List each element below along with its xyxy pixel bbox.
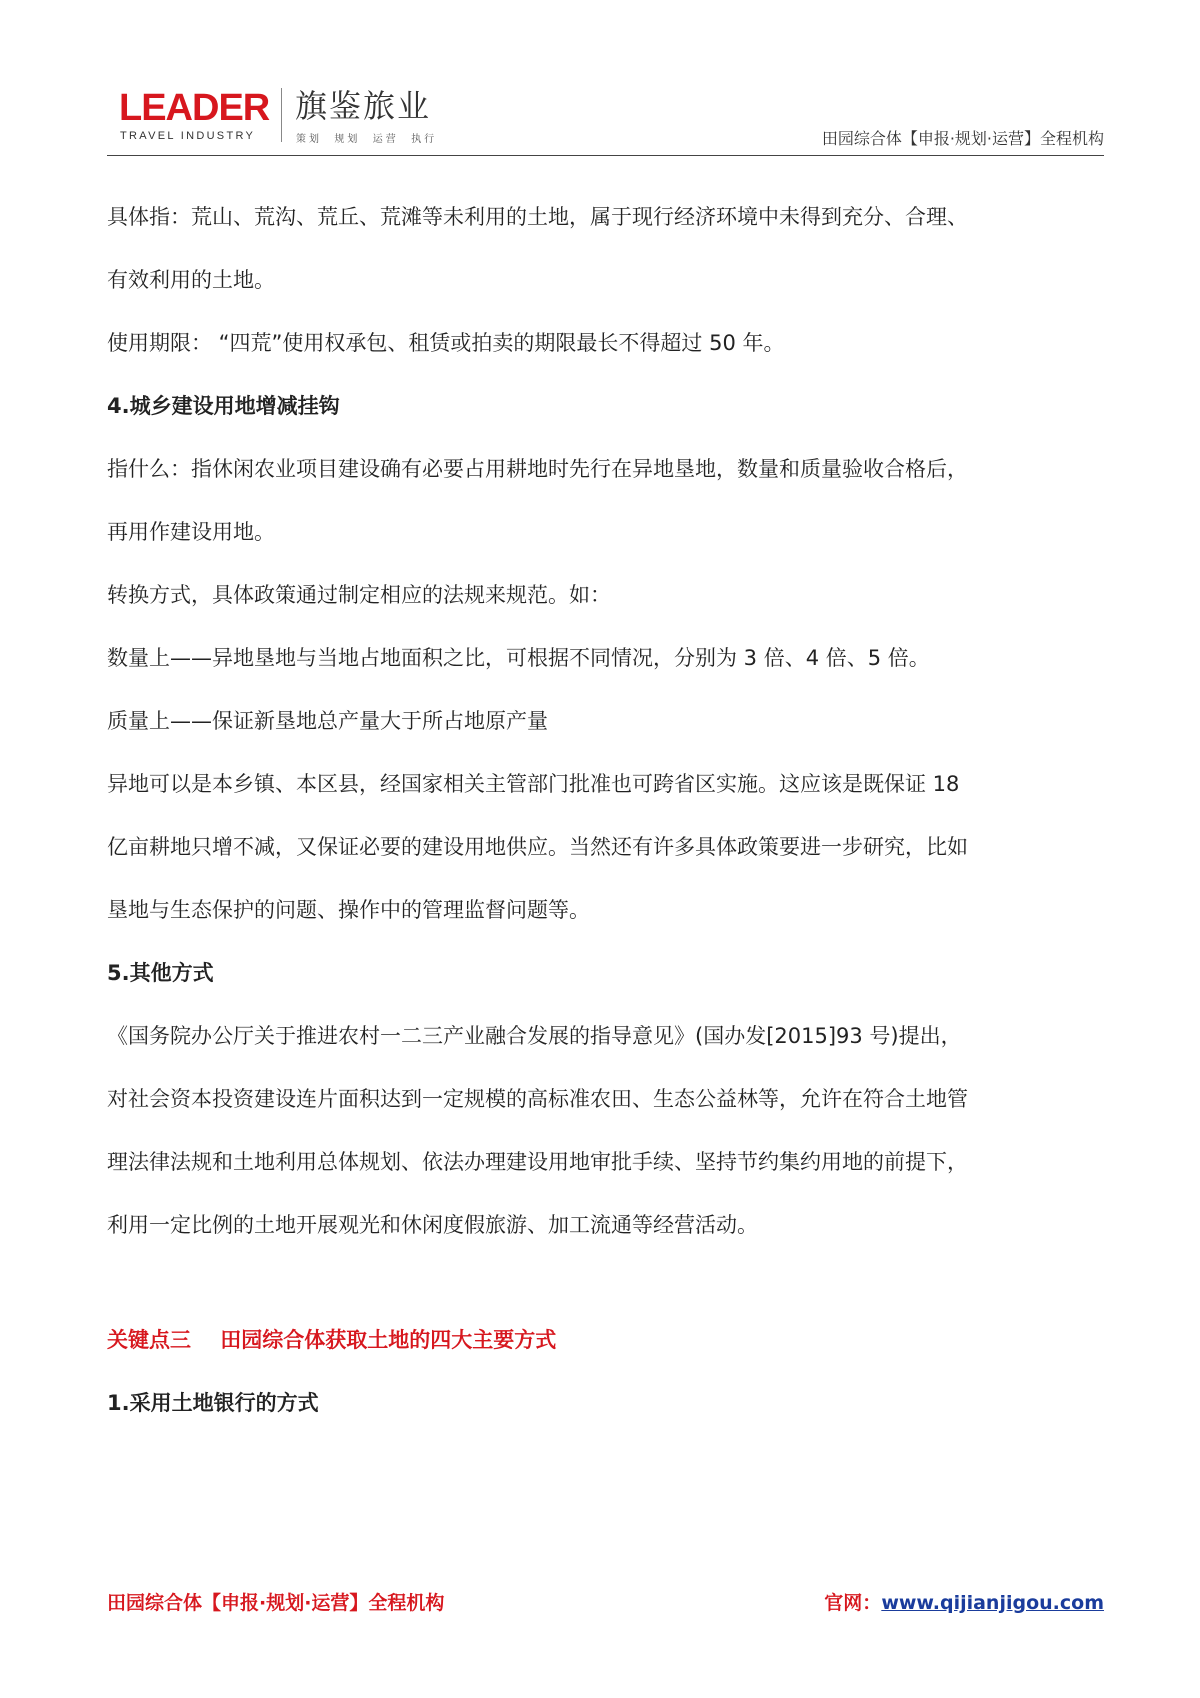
spacer: [107, 1257, 1107, 1309]
paragraph: 指什么：指休闲农业项目建设确有必要占用耕地时先行在异地垦地，数量和质量验收合格后，: [107, 457, 968, 481]
document-body: [107, 186, 1107, 1435]
paragraph: 利用一定比例的土地开展观光和休闲度假旅游、加工流通等经营活动。: [107, 1213, 758, 1237]
page-footer: [107, 1588, 1104, 1618]
paragraph: 转换方式，具体政策通过制定相应的法规来规范。如：: [107, 583, 611, 607]
section-heading: 4.城乡建设用地增减挂钩: [107, 394, 340, 418]
leader-logo-subtext: TRAVEL INDUSTRY: [120, 130, 256, 142]
paragraph: 亿亩耕地只增不减，又保证必要的建设用地供应。当然还有许多具体政策要进一步研究，比如: [107, 835, 968, 859]
website-link[interactable]: www.qijianjigou.com: [881, 1592, 1104, 1614]
paragraph: 有效利用的土地。: [107, 268, 275, 292]
footer-tagline: 田园综合体【申报·规划·运营】全程机构: [107, 1592, 445, 1614]
header-tagline: 田园综合体【申报·规划·运营】全程机构: [821, 129, 1104, 148]
paragraph: 对社会资本投资建设连片面积达到一定规模的高标准农田、生态公益林等，允许在符合土地管: [107, 1087, 968, 1111]
website-label: 官网：: [824, 1592, 882, 1614]
paragraph: 具体指：荒山、荒沟、荒丘、荒滩等未利用的土地，属于现行经济环境中未得到充分、合理、: [107, 205, 968, 229]
page-header: [107, 84, 1104, 154]
paragraph: 使用期限： “四荒”使用权承包、租赁或拍卖的期限最长不得超过 50 年。: [107, 331, 785, 355]
footer-website: [824, 1588, 1104, 1615]
logo-divider: [281, 88, 282, 142]
paragraph: 数量上——异地垦地与当地占地面积之比，可根据不同情况，分别为 3 倍、4 倍、5 倍。: [107, 646, 930, 670]
paragraph: 垦地与生态保护的问题、操作中的管理监督问题等。: [107, 898, 590, 922]
paragraph: 理法律法规和土地利用总体规划、依法办理建设用地审批手续、坚持节约集约用地的前提下，: [107, 1150, 968, 1174]
logo-chinese-subtext: 策划 规划 运营 执行: [296, 134, 438, 145]
header-divider: [107, 155, 1104, 156]
section-heading: 5.其他方式: [107, 961, 214, 985]
key-point-title: 关键点三 田园综合体获取土地的四大主要方式: [107, 1328, 557, 1352]
paragraph: 质量上——保证新垦地总产量大于所占地原产量: [107, 709, 548, 733]
section-heading: 1.采用土地银行的方式: [107, 1391, 319, 1415]
leader-logo: LEADER: [119, 87, 270, 129]
paragraph: 异地可以是本乡镇、本区县，经国家相关主管部门批准也可跨省区实施。这应该是既保证 18: [107, 772, 960, 796]
paragraph: 再用作建设用地。: [107, 520, 275, 544]
logo-chinese-name: 旗鉴旅业: [295, 87, 432, 125]
paragraph: 《国务院办公厅关于推进农村一二三产业融合发展的指导意见》(国办发[2015]93 号)提出，: [107, 1024, 962, 1048]
